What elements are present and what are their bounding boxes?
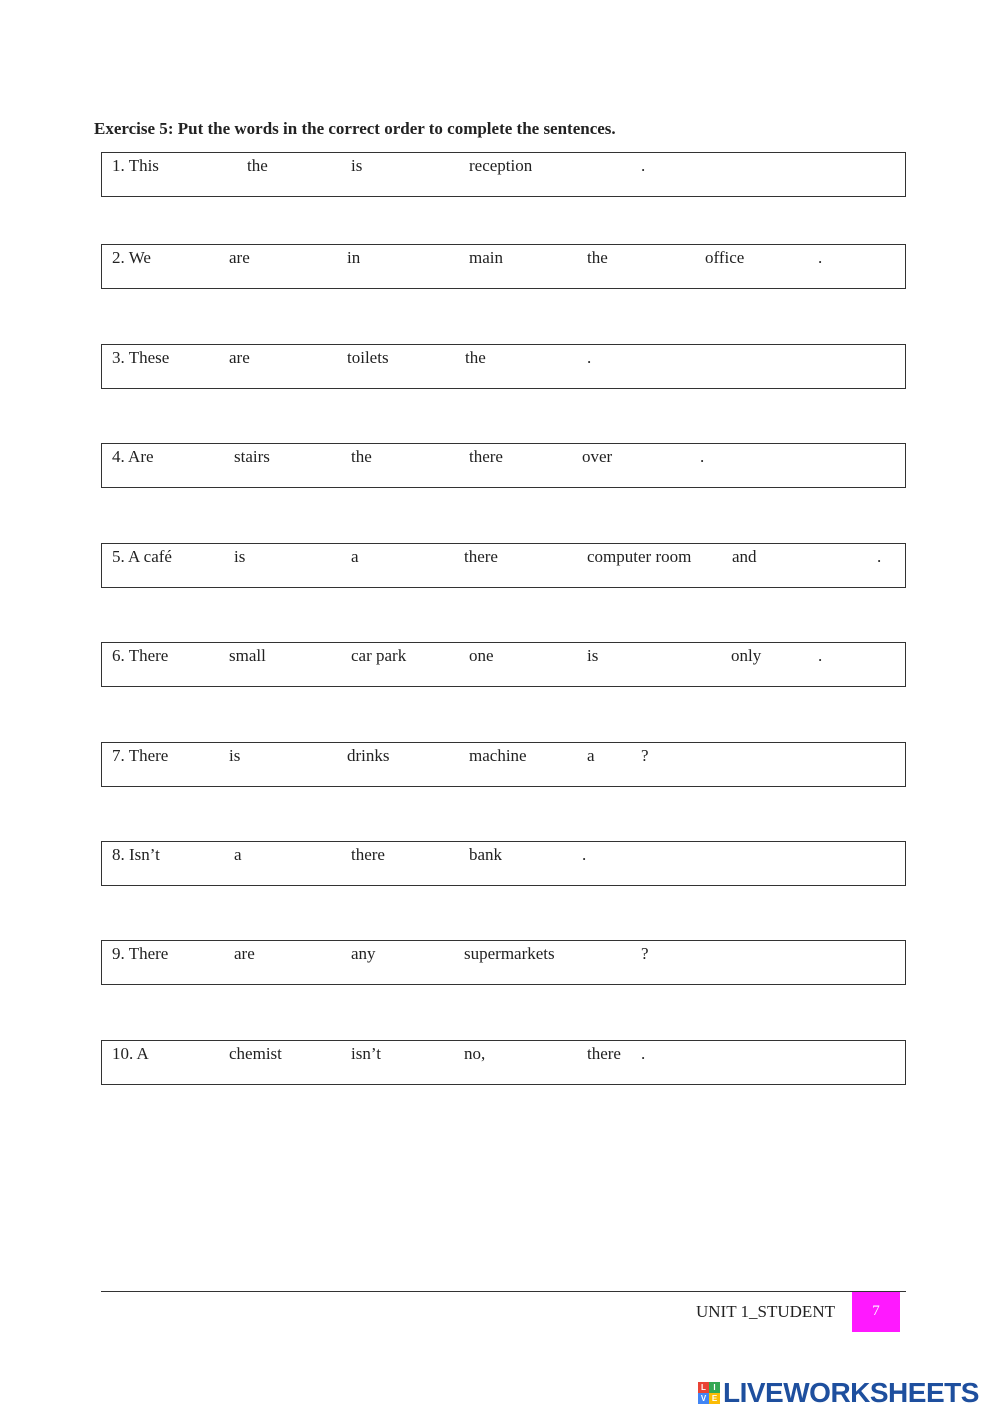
word-tile[interactable]: chemist — [229, 1044, 282, 1063]
word-tile[interactable]: there — [587, 1044, 621, 1063]
exercise-label: Exercise 5 — [94, 119, 168, 138]
unit-label: UNIT 1_STUDENT — [696, 1302, 835, 1321]
logo-letter: I — [709, 1382, 720, 1393]
word-tile[interactable]: are — [229, 248, 250, 267]
word-tile[interactable]: . — [700, 447, 705, 466]
word-tile[interactable]: there — [469, 447, 503, 466]
word-tile[interactable]: computer room — [587, 547, 692, 566]
word-tile[interactable]: . — [587, 348, 592, 367]
word-tile[interactable]: the — [247, 156, 268, 175]
word-tile[interactable]: toilets — [347, 348, 389, 367]
word-tile[interactable]: ? — [641, 746, 649, 765]
word-tile[interactable]: in — [347, 248, 361, 267]
sentence-box-5[interactable] — [101, 543, 906, 588]
word-tile[interactable]: 3. These — [112, 348, 170, 367]
word-tile[interactable]: 4. Are — [112, 447, 154, 466]
exercise-title — [94, 119, 616, 139]
sentence-box-10[interactable] — [101, 1040, 906, 1085]
word-tile[interactable]: supermarkets — [464, 944, 555, 963]
word-tile[interactable]: . — [641, 1044, 646, 1063]
logo-letter: V — [698, 1393, 709, 1404]
sentence-box-6[interactable] — [101, 642, 906, 687]
exercise-instruction: : Put the words in the correct order to complete the sentences. — [167, 119, 616, 138]
word-tile[interactable]: . — [818, 646, 823, 665]
word-tile[interactable]: a — [234, 845, 242, 864]
word-tile[interactable]: isn’t — [351, 1044, 381, 1063]
word-tile[interactable]: the — [465, 348, 486, 367]
brand-name: LIVEWORKSHEETS — [723, 1377, 979, 1408]
word-tile[interactable]: small — [229, 646, 266, 665]
word-tile[interactable]: no, — [464, 1044, 486, 1063]
word-tile[interactable]: 10. A — [112, 1044, 149, 1063]
word-tile[interactable]: office — [705, 248, 745, 267]
word-tile[interactable]: machine — [469, 746, 527, 765]
word-tile[interactable]: is — [229, 746, 241, 765]
word-tile[interactable]: one — [469, 646, 494, 665]
liveworksheets-icon — [698, 1382, 720, 1404]
word-tile[interactable]: 6. There — [112, 646, 169, 665]
sentence-box-2[interactable] — [101, 244, 906, 289]
word-tile[interactable]: 5. A café — [112, 547, 172, 566]
word-tile[interactable]: . — [818, 248, 823, 267]
word-tile[interactable]: is — [234, 547, 246, 566]
sentence-box-3[interactable] — [101, 344, 906, 389]
sentence-box-8[interactable] — [101, 841, 906, 886]
word-tile[interactable]: reception — [469, 156, 533, 175]
word-tile[interactable]: 7. There — [112, 746, 169, 765]
word-tile[interactable]: drinks — [347, 746, 390, 765]
word-tile[interactable]: there — [351, 845, 385, 864]
sentence-box-4[interactable] — [101, 443, 906, 488]
sentence-box-1[interactable] — [101, 152, 906, 197]
word-tile[interactable]: the — [351, 447, 372, 466]
word-tile[interactable]: stairs — [234, 447, 270, 466]
word-tile[interactable]: 2. We — [112, 248, 151, 267]
word-tile[interactable]: . — [877, 547, 882, 566]
word-tile[interactable]: . — [641, 156, 646, 175]
word-tile[interactable]: main — [469, 248, 503, 267]
word-tile[interactable]: the — [587, 248, 608, 267]
logo-letter: E — [709, 1393, 720, 1404]
word-tile[interactable]: a — [351, 547, 359, 566]
word-tile[interactable]: over — [582, 447, 613, 466]
word-tile[interactable]: 1. This — [112, 156, 159, 175]
word-tile[interactable]: 8. Isn’t — [112, 845, 160, 864]
page-number: 7 — [852, 1292, 900, 1332]
word-tile[interactable]: are — [234, 944, 255, 963]
liveworksheets-logo — [698, 1377, 979, 1409]
word-tile[interactable]: a — [587, 746, 595, 765]
word-tile[interactable]: car park — [351, 646, 407, 665]
word-tile[interactable]: and — [732, 547, 757, 566]
word-tile[interactable]: only — [731, 646, 762, 665]
logo-letter: L — [698, 1382, 709, 1393]
sentence-box-9[interactable] — [101, 940, 906, 985]
word-tile[interactable]: any — [351, 944, 376, 963]
word-tile[interactable]: bank — [469, 845, 503, 864]
word-tile[interactable]: are — [229, 348, 250, 367]
word-tile[interactable]: . — [582, 845, 587, 864]
footer-divider — [101, 1291, 906, 1292]
sentence-box-7[interactable] — [101, 742, 906, 787]
word-tile[interactable]: 9. There — [112, 944, 169, 963]
word-tile[interactable]: is — [587, 646, 599, 665]
word-tile[interactable]: ? — [641, 944, 649, 963]
word-tile[interactable]: there — [464, 547, 498, 566]
word-tile[interactable]: is — [351, 156, 363, 175]
